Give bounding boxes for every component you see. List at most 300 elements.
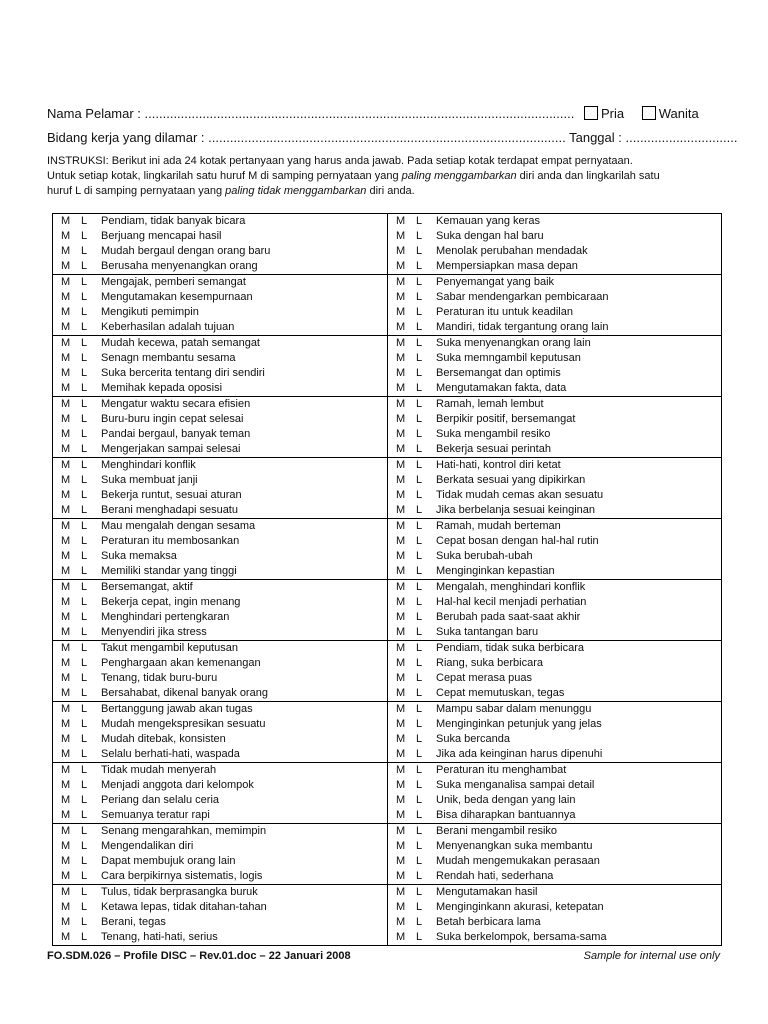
least-mark[interactable]: L [416, 687, 423, 699]
statement-line [388, 381, 721, 396]
statement-line [53, 549, 387, 564]
most-mark[interactable]: M [61, 657, 71, 669]
question-box-left [53, 397, 388, 458]
least-mark[interactable]: L [416, 413, 423, 425]
least-mark[interactable]: L [416, 581, 423, 593]
most-mark[interactable]: M [61, 718, 71, 730]
most-mark[interactable]: M [61, 886, 71, 898]
least-mark[interactable]: L [416, 779, 423, 791]
most-mark[interactable]: M [396, 565, 406, 577]
statement-text: Tenang, hati-hati, serius [101, 931, 218, 943]
name-label: Nama Pelamar : [47, 106, 145, 121]
statement-line [53, 793, 387, 808]
most-mark[interactable]: M [396, 733, 406, 745]
statement-line [53, 580, 387, 595]
least-mark[interactable]: L [81, 748, 88, 760]
most-mark[interactable]: M [61, 443, 71, 455]
statement-line [388, 488, 721, 503]
least-mark[interactable]: L [81, 443, 88, 455]
field-label: Bidang kerja yang dilamar : [47, 130, 209, 145]
least-mark[interactable]: L [81, 855, 88, 867]
most-mark[interactable]: M [396, 276, 406, 288]
least-mark[interactable]: L [416, 825, 423, 837]
male-checkbox[interactable] [584, 106, 598, 120]
least-mark[interactable]: L [81, 642, 88, 654]
statement-line [53, 320, 387, 335]
female-checkbox[interactable] [642, 106, 656, 120]
least-mark[interactable]: L [416, 718, 423, 730]
least-mark[interactable]: L [81, 550, 88, 562]
statement-line [388, 778, 721, 793]
instructions [47, 154, 727, 199]
least-mark[interactable]: L [416, 245, 423, 257]
most-mark[interactable]: M [61, 550, 71, 562]
statement-line [388, 808, 721, 823]
most-mark[interactable]: M [61, 642, 71, 654]
most-mark[interactable]: M [61, 794, 71, 806]
most-mark[interactable]: M [61, 703, 71, 715]
most-mark[interactable]: M [396, 611, 406, 623]
statement-line [388, 656, 721, 671]
question-box-row [53, 336, 722, 397]
least-mark[interactable]: L [416, 550, 423, 562]
most-mark[interactable]: M [396, 626, 406, 638]
least-mark[interactable]: L [416, 596, 423, 608]
least-mark[interactable]: L [416, 931, 423, 943]
least-mark[interactable]: L [81, 870, 88, 882]
most-mark[interactable]: M [61, 535, 71, 547]
most-mark[interactable]: M [396, 550, 406, 562]
emphasis-most: paling menggambarkan [401, 170, 517, 182]
statement-line [388, 732, 721, 747]
statement-text: Buru-buru ingin cepat selesai [101, 413, 244, 425]
statement-line [53, 656, 387, 671]
least-mark[interactable]: L [416, 855, 423, 867]
most-mark[interactable]: M [61, 428, 71, 440]
most-mark[interactable]: M [61, 520, 71, 532]
statement-text: Tenang, tidak buru-buru [101, 672, 218, 684]
statement-text: Bersemangat dan optimis [436, 367, 561, 379]
least-mark[interactable]: L [416, 886, 423, 898]
least-mark[interactable]: L [416, 535, 423, 547]
most-mark[interactable]: M [61, 825, 71, 837]
least-mark[interactable]: L [81, 764, 88, 776]
most-mark[interactable]: M [61, 733, 71, 745]
most-mark[interactable]: M [61, 306, 71, 318]
least-mark[interactable]: L [416, 901, 423, 913]
statement-line [388, 610, 721, 625]
statement-line [388, 442, 721, 457]
least-mark[interactable]: L [81, 840, 88, 852]
most-mark[interactable]: M [396, 443, 406, 455]
least-mark[interactable]: L [81, 581, 88, 593]
least-mark[interactable]: L [81, 916, 88, 928]
statement-line [53, 442, 387, 457]
date-field[interactable]: ............................... [625, 130, 738, 145]
statement-text: Mengerjakan sampai selesai [101, 443, 241, 455]
least-mark[interactable]: L [416, 657, 423, 669]
most-mark[interactable]: M [61, 321, 71, 333]
instructions-line-1: INSTRUKSI: Berikut ini ada 24 kotak pertanyaan yang harus anda jawab. Pada setiap kotak terdapat empat pernyataan. [47, 155, 633, 167]
most-mark[interactable]: M [396, 931, 406, 943]
most-mark[interactable]: M [61, 489, 71, 501]
least-mark[interactable]: L [81, 809, 88, 821]
least-mark[interactable]: L [81, 428, 88, 440]
statement-line [53, 671, 387, 686]
field-input[interactable]: ................................................................................................... [208, 130, 566, 145]
statement-line [388, 458, 721, 473]
question-box-left [53, 214, 388, 275]
statement-line [388, 320, 721, 335]
statement-text: Pendiam, tidak suka berbicara [436, 642, 584, 654]
most-mark[interactable]: M [61, 413, 71, 425]
question-box-row [53, 214, 722, 275]
least-mark[interactable]: L [416, 733, 423, 745]
least-mark[interactable]: L [81, 306, 88, 318]
most-mark[interactable]: M [61, 474, 71, 486]
statement-line [388, 747, 721, 762]
least-mark[interactable]: L [416, 642, 423, 654]
least-mark[interactable]: L [416, 520, 423, 532]
least-mark[interactable]: L [416, 398, 423, 410]
least-mark[interactable]: L [81, 260, 88, 272]
least-mark[interactable]: L [81, 535, 88, 547]
most-mark[interactable]: M [396, 748, 406, 760]
most-mark[interactable]: M [61, 764, 71, 776]
statement-line [388, 625, 721, 640]
most-mark[interactable]: M [396, 687, 406, 699]
most-mark[interactable]: M [61, 245, 71, 257]
least-mark[interactable]: L [81, 276, 88, 288]
least-mark[interactable]: L [416, 352, 423, 364]
least-mark[interactable]: L [416, 291, 423, 303]
most-mark[interactable]: M [61, 382, 71, 394]
least-mark[interactable]: L [416, 626, 423, 638]
statement-line [53, 336, 387, 351]
statement-text: Cara berpikirnya sistematis, logis [101, 870, 263, 882]
least-mark[interactable]: L [81, 672, 88, 684]
least-mark[interactable]: L [81, 794, 88, 806]
most-mark[interactable]: M [396, 215, 406, 227]
statement-text: Memihak kepada oposisi [101, 382, 223, 394]
most-mark[interactable]: M [396, 291, 406, 303]
most-mark[interactable]: M [396, 809, 406, 821]
statement-text: Unik, beda dengan yang lain [436, 794, 576, 806]
most-mark[interactable]: M [61, 901, 71, 913]
least-mark[interactable]: L [81, 337, 88, 349]
question-box-row [53, 824, 722, 885]
least-mark[interactable]: L [416, 489, 423, 501]
least-mark[interactable]: L [416, 230, 423, 242]
question-box-row [53, 641, 722, 702]
question-box-left [53, 824, 388, 885]
most-mark[interactable]: M [61, 276, 71, 288]
least-mark[interactable]: L [416, 809, 423, 821]
most-mark[interactable]: M [396, 367, 406, 379]
statement-text: Menolak perubahan mendadak [436, 245, 588, 257]
least-mark[interactable]: L [81, 703, 88, 715]
most-mark[interactable]: M [61, 504, 71, 516]
most-mark[interactable]: M [396, 840, 406, 852]
statement-line [53, 259, 387, 274]
statement-text: Bersahabat, dikenal banyak orang [101, 687, 268, 699]
least-mark[interactable]: L [81, 382, 88, 394]
statement-text: Cepat memutuskan, tegas [436, 687, 565, 699]
least-mark[interactable]: L [416, 337, 423, 349]
most-mark[interactable]: M [396, 886, 406, 898]
least-mark[interactable]: L [81, 520, 88, 532]
name-field[interactable]: ....................................................................................................................... [144, 106, 575, 121]
least-mark[interactable]: L [416, 260, 423, 272]
least-mark[interactable]: L [416, 474, 423, 486]
statement-line [53, 488, 387, 503]
statement-line [388, 671, 721, 686]
least-mark[interactable]: L [416, 794, 423, 806]
least-mark[interactable]: L [416, 443, 423, 455]
statement-text: Peraturan itu membosankan [101, 535, 240, 547]
most-mark[interactable]: M [396, 718, 406, 730]
most-mark[interactable]: M [396, 352, 406, 364]
most-mark[interactable]: M [61, 581, 71, 593]
most-mark[interactable]: M [396, 657, 406, 669]
most-mark[interactable]: M [61, 855, 71, 867]
most-mark[interactable]: M [61, 260, 71, 272]
most-mark[interactable]: M [61, 565, 71, 577]
most-mark[interactable]: M [396, 520, 406, 532]
least-mark[interactable]: L [81, 611, 88, 623]
statement-text: Bekerja sesuai perintah [436, 443, 551, 455]
statement-text: Betah berbicara lama [436, 916, 541, 928]
statement-line [388, 793, 721, 808]
least-mark[interactable]: L [81, 596, 88, 608]
least-mark[interactable]: L [81, 459, 88, 471]
most-mark[interactable]: M [396, 870, 406, 882]
least-mark[interactable]: L [81, 230, 88, 242]
most-mark[interactable]: M [396, 398, 406, 410]
statement-line [53, 351, 387, 366]
least-mark[interactable]: L [416, 382, 423, 394]
least-mark[interactable]: L [81, 245, 88, 257]
least-mark[interactable]: L [416, 703, 423, 715]
least-mark[interactable]: L [416, 840, 423, 852]
most-mark[interactable]: M [61, 779, 71, 791]
statement-text: Peraturan itu menghambat [436, 764, 567, 776]
most-mark[interactable]: M [61, 352, 71, 364]
statement-line [388, 763, 721, 778]
least-mark[interactable]: L [81, 779, 88, 791]
most-mark[interactable]: M [396, 855, 406, 867]
statement-text: Menginginkan petunjuk yang jelas [436, 718, 602, 730]
least-mark[interactable]: L [81, 504, 88, 516]
statement-line [388, 366, 721, 381]
least-mark[interactable]: L [81, 398, 88, 410]
most-mark[interactable]: M [396, 321, 406, 333]
least-mark[interactable]: L [81, 626, 88, 638]
statement-line [53, 915, 387, 930]
most-mark[interactable]: M [61, 626, 71, 638]
statement-line [388, 702, 721, 717]
most-mark[interactable]: M [61, 230, 71, 242]
statement-text: Periang dan selalu ceria [101, 794, 220, 806]
least-mark[interactable]: L [81, 825, 88, 837]
least-mark[interactable]: L [81, 565, 88, 577]
most-mark[interactable]: M [396, 901, 406, 913]
most-mark[interactable]: M [396, 474, 406, 486]
most-mark[interactable]: M [396, 794, 406, 806]
least-mark[interactable]: L [81, 901, 88, 913]
most-mark[interactable]: M [396, 764, 406, 776]
statement-text: Selalu berhati-hati, waspada [101, 748, 240, 760]
question-box-right [388, 702, 722, 763]
statement-line [388, 412, 721, 427]
least-mark[interactable]: L [81, 687, 88, 699]
most-mark[interactable]: M [396, 382, 406, 394]
least-mark[interactable]: L [416, 276, 423, 288]
most-mark[interactable]: M [61, 611, 71, 623]
most-mark[interactable]: M [61, 291, 71, 303]
least-mark[interactable]: L [416, 215, 423, 227]
most-mark[interactable]: M [396, 581, 406, 593]
statement-text: Ketawa lepas, tidak ditahan-tahan [101, 901, 267, 913]
most-mark[interactable]: M [396, 489, 406, 501]
most-mark[interactable]: M [61, 596, 71, 608]
least-mark[interactable]: L [81, 352, 88, 364]
least-mark[interactable]: L [81, 886, 88, 898]
statement-text: Jika ada keinginan harus dipenuhi [436, 748, 603, 760]
applicant-name-line [47, 106, 699, 121]
most-mark[interactable]: M [396, 642, 406, 654]
instructions-line-2: Untuk setiap kotak, lingkarilah satu huruf M di samping pernyataan yang paling menggambarkan diri anda dan lingkarilah satu [47, 170, 660, 182]
least-mark[interactable]: L [81, 718, 88, 730]
statement-line [53, 412, 387, 427]
most-mark[interactable]: M [61, 459, 71, 471]
most-mark[interactable]: M [396, 260, 406, 272]
most-mark[interactable]: M [396, 428, 406, 440]
most-mark[interactable]: M [396, 703, 406, 715]
statement-text: Mudah ditebak, konsisten [101, 733, 226, 745]
least-mark[interactable]: L [81, 931, 88, 943]
least-mark[interactable]: L [81, 733, 88, 745]
least-mark[interactable]: L [81, 367, 88, 379]
most-mark[interactable]: M [396, 459, 406, 471]
statement-line [388, 214, 721, 229]
least-mark[interactable]: L [416, 672, 423, 684]
most-mark[interactable]: M [61, 916, 71, 928]
least-mark[interactable]: L [416, 611, 423, 623]
question-box-right [388, 824, 722, 885]
most-mark[interactable]: M [396, 337, 406, 349]
statement-line [388, 397, 721, 412]
most-mark[interactable]: M [396, 825, 406, 837]
statement-text: Menginginkan kepastian [436, 565, 555, 577]
most-mark[interactable]: M [396, 779, 406, 791]
most-mark[interactable]: M [396, 413, 406, 425]
most-mark[interactable]: M [396, 504, 406, 516]
most-mark[interactable]: M [396, 535, 406, 547]
question-box-row [53, 397, 722, 458]
question-box-row [53, 580, 722, 641]
least-mark[interactable]: L [416, 428, 423, 440]
most-mark[interactable]: M [61, 687, 71, 699]
statement-text: Berubah pada saat-saat akhir [436, 611, 581, 623]
statement-text: Suka tantangan baru [436, 626, 539, 638]
statement-text: Mengalah, menghindari konflik [436, 581, 586, 593]
statement-text: Tulus, tidak berprasangka buruk [101, 886, 258, 898]
question-box-right [388, 519, 722, 580]
most-mark[interactable]: M [396, 306, 406, 318]
least-mark[interactable]: L [81, 413, 88, 425]
least-mark[interactable]: L [81, 489, 88, 501]
least-mark[interactable]: L [416, 565, 423, 577]
statement-line [388, 290, 721, 305]
statement-text: Senang mengarahkan, memimpin [101, 825, 267, 837]
least-mark[interactable]: L [416, 321, 423, 333]
most-mark[interactable]: M [396, 245, 406, 257]
statement-text: Mengajak, pemberi semangat [101, 276, 246, 288]
statement-line [53, 824, 387, 839]
most-mark[interactable]: M [61, 809, 71, 821]
statement-line [53, 595, 387, 610]
least-mark[interactable]: L [81, 215, 88, 227]
least-mark[interactable]: L [416, 764, 423, 776]
statement-line [388, 885, 721, 900]
least-mark[interactable]: L [416, 459, 423, 471]
question-box-left [53, 519, 388, 580]
statement-line [388, 259, 721, 274]
statement-line [53, 381, 387, 396]
least-mark[interactable]: L [416, 306, 423, 318]
statement-text: Menjadi anggota dari kelompok [101, 779, 254, 791]
female-label: Wanita [658, 106, 699, 121]
statement-text: Takut mengambil keputusan [101, 642, 238, 654]
statement-text: Memiliki standar yang tinggi [101, 565, 237, 577]
statement-line [388, 519, 721, 534]
statement-text: Mengutamakan fakta, data [436, 382, 567, 394]
most-mark[interactable]: M [61, 748, 71, 760]
statement-line [388, 839, 721, 854]
statement-line [53, 427, 387, 442]
statement-line [53, 458, 387, 473]
most-mark[interactable]: M [61, 870, 71, 882]
question-box-right [388, 458, 722, 519]
least-mark[interactable]: L [81, 657, 88, 669]
statement-text: Bersemangat, aktif [101, 581, 193, 593]
statement-line [388, 915, 721, 930]
least-mark[interactable]: L [81, 291, 88, 303]
most-mark[interactable]: M [61, 672, 71, 684]
least-mark[interactable]: L [416, 916, 423, 928]
least-mark[interactable]: L [416, 367, 423, 379]
most-mark[interactable]: M [396, 672, 406, 684]
most-mark[interactable]: M [61, 398, 71, 410]
least-mark[interactable]: L [416, 870, 423, 882]
statement-text: Mudah mengekspresikan sesuatu [101, 718, 266, 730]
most-mark[interactable]: M [61, 337, 71, 349]
most-mark[interactable]: M [396, 916, 406, 928]
most-mark[interactable]: M [61, 931, 71, 943]
most-mark[interactable]: M [396, 596, 406, 608]
least-mark[interactable]: L [81, 474, 88, 486]
least-mark[interactable]: L [81, 321, 88, 333]
most-mark[interactable]: M [396, 230, 406, 242]
most-mark[interactable]: M [61, 840, 71, 852]
most-mark[interactable]: M [61, 215, 71, 227]
least-mark[interactable]: L [416, 504, 423, 516]
least-mark[interactable]: L [416, 748, 423, 760]
question-box-right [388, 641, 722, 702]
statement-line [388, 275, 721, 290]
most-mark[interactable]: M [61, 367, 71, 379]
